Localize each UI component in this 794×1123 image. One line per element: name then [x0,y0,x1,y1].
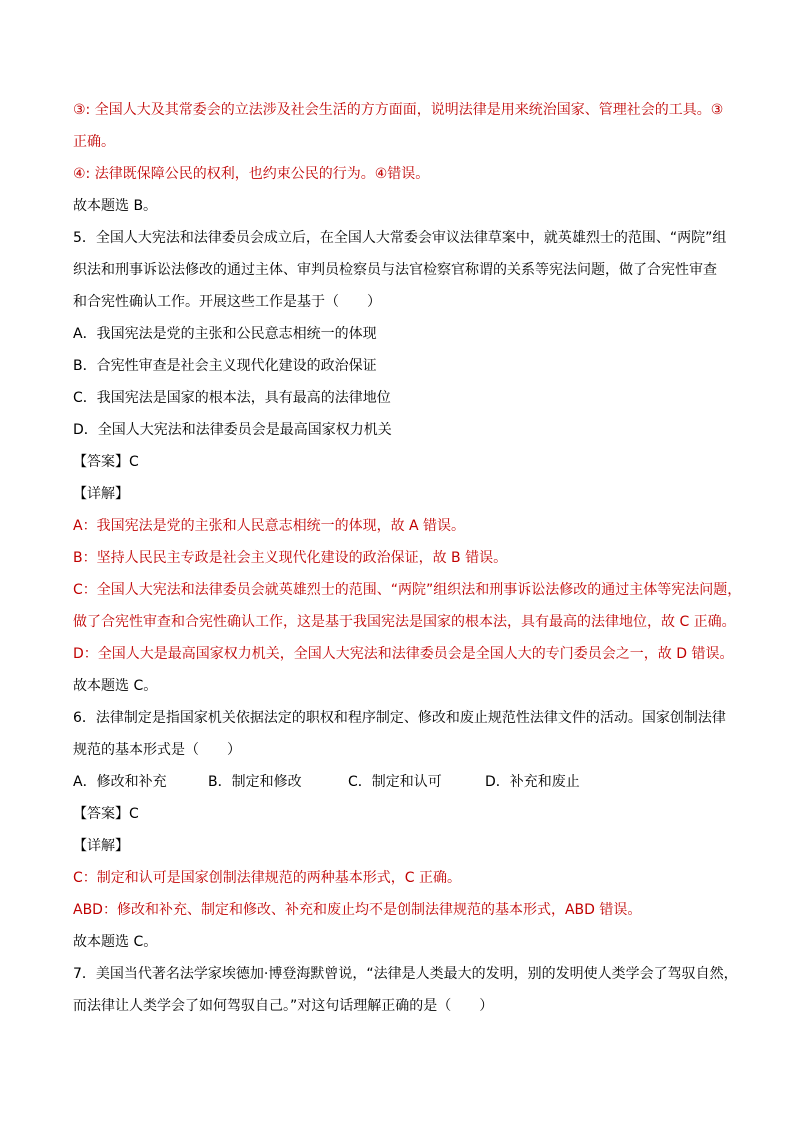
q5-option-a: A．我国宪法是党的主张和公民意志相统一的体现 [73,326,377,342]
q5-conclusion: 故本题选 C。 [73,678,158,694]
q6-detail-label: 【详解】 [73,838,129,854]
q5-stem-line2: 织法和刑事诉讼法修改的通过主体、审判员检察员与法官检察官称谓的关系等宪法问题，做了合宪性审查 [73,262,717,278]
q6-option-a: A．修改和补充 [73,774,167,790]
q6-option-d: D．补充和废止 [485,774,580,790]
detail-3-line1: ③: 全国人大及其常委会的立法涉及社会生活的方方面面，说明法律是用来统治国家、管理社会的工具。③ [73,102,724,118]
q6-detail-c: C：制定和认可是国家创制法律规范的两种基本形式，C 正确。 [73,870,461,886]
q6-options [73,772,580,792]
detail-3-line2: 正确。 [73,134,115,150]
q5-option-b: B．合宪性审查是社会主义现代化建设的政治保证 [73,358,377,374]
q5-detail-a: A：我国宪法是党的主张和人民意志相统一的体现，故 A 错误。 [73,518,466,534]
q5-answer: 【答案】C [73,454,139,470]
q6-stem-line1: 6．法律制定是指国家机关依据法定的职权和程序制定、修改和废止规范性法律文件的活动。国家创制法律 [73,710,726,726]
q6-stem-line2: 规范的基本形式是（ ） [73,742,241,758]
q6-conclusion: 故本题选 C。 [73,934,158,950]
conclusion-prev: 故本题选 B。 [73,198,158,214]
q5-detail-d: D：全国人大是最高国家权力机关，全国人大宪法和法律委员会是全国人大的专门委员会之一，故 D 错误。 [73,646,734,662]
q5-stem-line1: 5．全国人大宪法和法律委员会成立后，在全国人大常委会审议法律草案中，就英雄烈士的范围、“两院”组 [73,230,727,246]
q5-detail-label: 【详解】 [73,486,129,502]
q6-detail-abd: ABD：修改和补充、制定和修改、补充和废止均不是创制法律规范的基本形式，ABD 错误。 [73,902,642,918]
detail-4: ④: 法律既保障公民的权利，也约束公民的行为。④错误。 [73,166,430,182]
q5-option-c: C．我国宪法是国家的根本法，具有最高的法律地位 [73,390,391,406]
q6-answer: 【答案】C [73,806,139,822]
q5-detail-b: B：坚持人民民主专政是社会主义现代化建设的政治保证，故 B 错误。 [73,550,508,566]
q5-detail-c-line2: 做了合宪性审查和合宪性确认工作，这是基于我国宪法是国家的根本法，具有最高的法律地位，故 C 正确。 [73,614,736,630]
q6-option-b: B．制定和修改 [208,774,302,790]
q5-stem-line3: 和合宪性确认工作。开展这些工作是基于（ ） [73,294,381,310]
q7-stem-line2: 而法律让人类学会了如何驾驭自己。”对这句话理解正确的是（ ） [73,998,494,1014]
q5-option-d: D．全国人大宪法和法律委员会是最高国家权力机关 [73,422,392,438]
q6-option-c: C．制定和认可 [348,774,442,790]
q7-stem-line1: 7．美国当代著名法学家埃德加·博登海默曾说，“法律是人类最大的发明，别的发明使人类学会了驾驭自然， [73,966,738,982]
q5-detail-c-line1: C：全国人大宪法和法律委员会就英雄烈士的范围、“两院”组织法和刑事诉讼法修改的通过主体等宪法问题， [73,582,742,598]
